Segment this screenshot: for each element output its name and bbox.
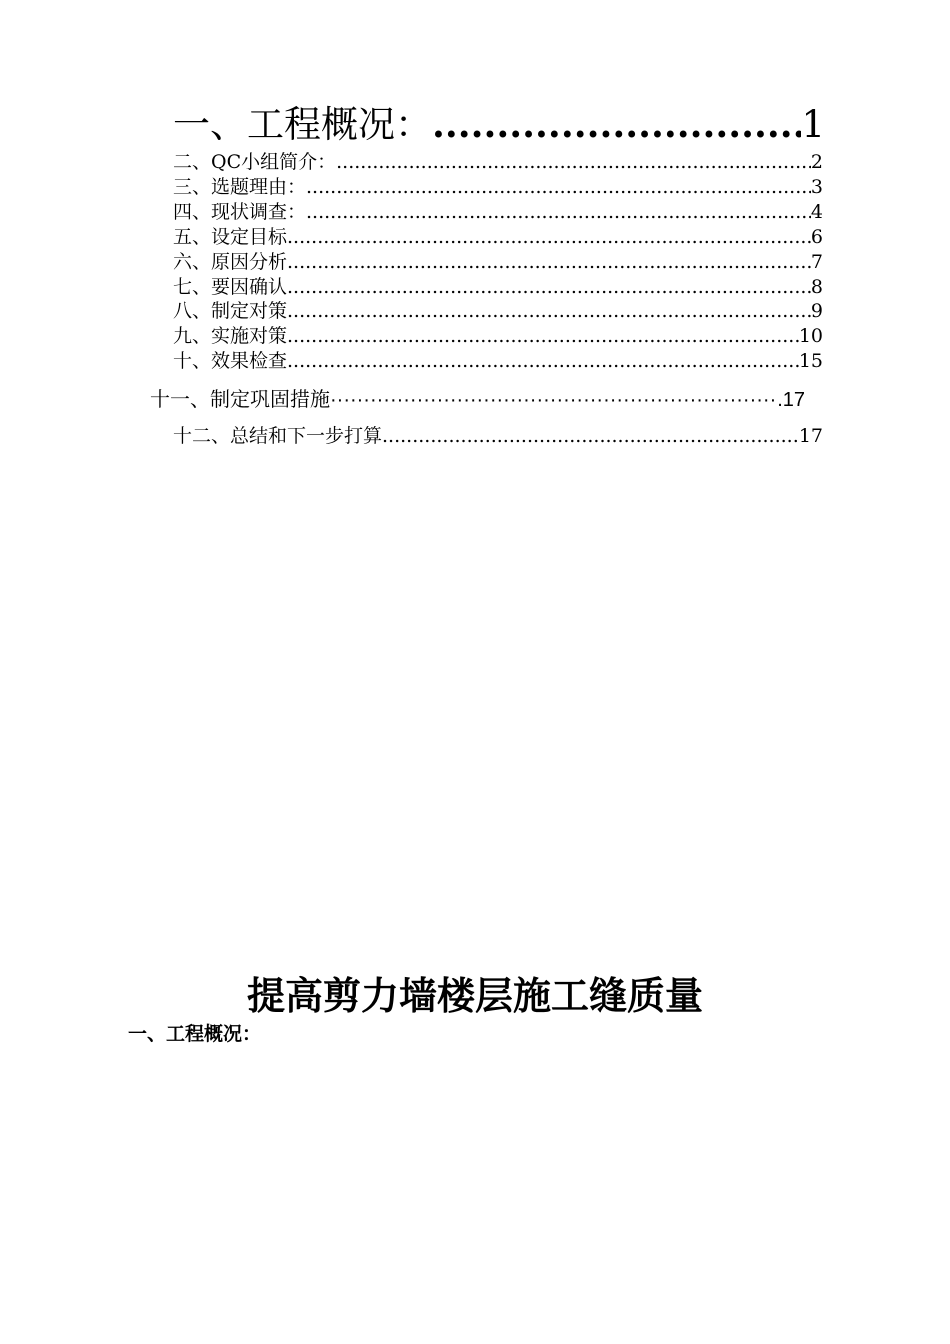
toc-leader-dots <box>287 299 811 324</box>
toc-leader-dots <box>287 324 799 349</box>
toc-leader-dots <box>330 386 777 414</box>
toc-entry-label: 六、原因分析 <box>173 251 288 273</box>
toc-entry-label: 一、工程概况： <box>173 103 432 146</box>
toc-entry-3[interactable] <box>173 175 823 200</box>
toc-leader-dots <box>382 424 799 449</box>
toc-page-number: .17 <box>777 389 805 411</box>
toc-entry-1[interactable] <box>173 100 825 149</box>
toc-entry-label: 二、QC小组简介： <box>173 151 337 173</box>
toc-page-number: 4 <box>810 201 823 223</box>
toc-leader-dots <box>336 150 811 175</box>
toc-leader-dots <box>287 250 811 275</box>
toc-entry-label: 十二、总结和下一步打算 <box>173 425 383 447</box>
toc-page-number: 1 <box>801 103 825 146</box>
toc-page-number: 8 <box>810 276 823 298</box>
toc-entry-label: 八、制定对策 <box>173 300 288 322</box>
toc-leader-dots <box>287 275 811 300</box>
toc-leader-dots <box>432 100 801 149</box>
toc-entry-8[interactable] <box>173 299 823 324</box>
toc-leader-dots <box>287 349 799 374</box>
toc-page-number: 15 <box>798 350 823 372</box>
toc-page-number: 6 <box>810 226 823 248</box>
toc-page-number: 7 <box>810 251 823 273</box>
toc-entry-label: 三、选题理由： <box>173 176 307 198</box>
section-heading: 一、工程概况： <box>128 1023 262 1045</box>
document-title: 提高剪力墙楼层施工缝质量 <box>246 973 703 1018</box>
toc-entry-label: 十、效果检查 <box>173 350 288 372</box>
toc-leader-dots <box>287 225 811 250</box>
toc-entry-11[interactable] <box>150 385 805 414</box>
toc-entry-12[interactable] <box>173 424 823 449</box>
toc-leader-dots <box>306 175 811 200</box>
toc-page-number: 17 <box>798 425 823 447</box>
toc-entry-7[interactable] <box>173 275 823 300</box>
toc-entry-label: 十一、制定巩固措施 <box>150 387 330 411</box>
toc-entry-label: 九、实施对策 <box>173 325 288 347</box>
toc-page-number: 2 <box>810 151 823 173</box>
toc-entry-4[interactable] <box>173 200 823 225</box>
toc-entry-10[interactable] <box>173 349 823 374</box>
toc-entry-2[interactable] <box>173 150 823 175</box>
toc-page-number: 3 <box>810 176 823 198</box>
toc-leader-dots <box>306 200 811 225</box>
toc-entry-9[interactable] <box>173 324 823 349</box>
toc-entry-6[interactable] <box>173 250 823 275</box>
toc-entry-5[interactable] <box>173 225 823 250</box>
toc-entry-label: 五、设定目标 <box>173 226 288 248</box>
toc-entry-label: 四、现状调查： <box>173 201 307 223</box>
toc-page-number: 9 <box>810 300 823 322</box>
toc-page-number: 10 <box>798 325 823 347</box>
toc-entry-label: 七、要因确认 <box>173 276 288 298</box>
